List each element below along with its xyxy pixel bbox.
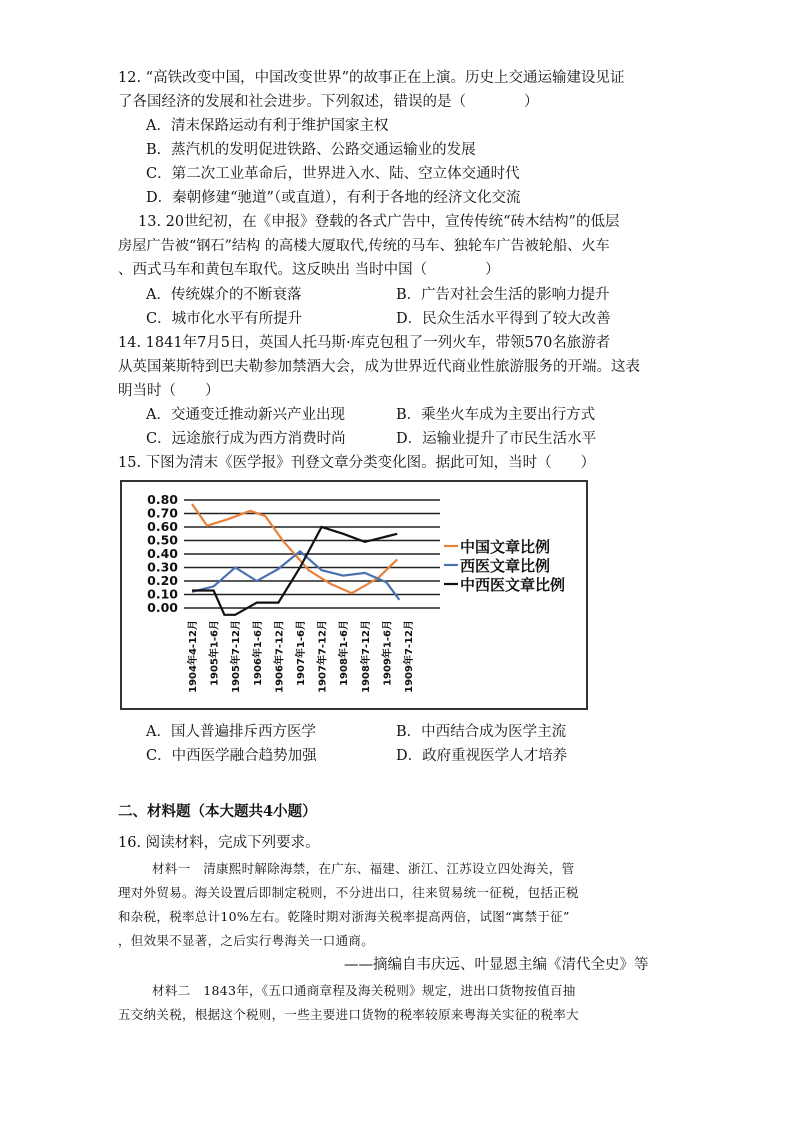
q13-stem-line1: 13. 20世纪初，在《申报》登载的各式广告中，宣传传统“砖木结构”的低层 (138, 214, 620, 230)
q12-option-c[interactable]: C．第二次工业革命后，世界进入水、陆、空立体交通时代 (146, 166, 520, 182)
q15-option-c[interactable]: C．中西医学融合趋势加强 (146, 748, 317, 764)
chart-canvas (122, 482, 586, 708)
x-tick-label: 1908年7-12月 (360, 620, 372, 693)
material2-line2: 五交纳关税，根据这个税则，一些主要进口货物的税率较原来粤海关实征的税率大 (118, 1007, 579, 1022)
y-tick-label: 0.10 (147, 586, 178, 602)
q13-option-c[interactable]: C．城市化水平有所提升 (146, 311, 303, 327)
q12-option-b[interactable]: B．蒸汽机的发明促进铁路、公路交通运输业的发展 (146, 142, 476, 158)
q14-stem-line2: 从英国莱斯特到巴夫勒参加禁酒大会，成为世界近代商业性旅游服务的开端。这表 (118, 359, 640, 375)
q15-option-d[interactable]: D．政府重视医学人才培养 (396, 748, 568, 764)
q13-option-b[interactable]: B．广告对社会生活的影响力提升 (396, 287, 610, 303)
material1-line3: 和杂税，税率总计10%左右。乾隆时期对浙海关税率提高两倍，试图“寓禁于征” (118, 909, 570, 924)
q12-stem-line2: 了各国经济的发展和社会进步。下列叙述，错误的是（ ） (118, 94, 539, 110)
y-tick-label: 0.00 (147, 600, 178, 615)
q13-stem-line2: 房屋广告被“钢石”结构 的高楼大厦取代,传统的马车、独轮车广告被轮船、火车 (118, 238, 610, 254)
q12-option-a[interactable]: A．清末保路运动有利于维护国家主权 (146, 118, 389, 134)
material1-line1: 材料一 清康熙时解除海禁，在广东、福建、浙江、江苏设立四处海关，管 (152, 861, 575, 876)
q15-option-b[interactable]: B．中西结合成为医学主流 (396, 724, 567, 740)
x-tick-label: 1909年1-6月 (382, 620, 394, 686)
y-tick-label: 0.30 (147, 559, 178, 575)
x-tick-label: 1907年7-12月 (317, 620, 329, 693)
q13-stem-line3: 、西式马车和黄包车取代。这反映出 当时中国（ ） (118, 262, 500, 278)
q13-option-d[interactable]: D．民众生活水平得到了较大改善 (396, 311, 611, 327)
q14-option-d[interactable]: D．运输业提升了市民生活水平 (396, 431, 597, 447)
y-tick-label: 0.70 (147, 505, 178, 521)
legend-label: 中国文章比例 (460, 538, 551, 556)
x-tick-label: 1905年7-12月 (231, 620, 243, 693)
q14-option-b[interactable]: B．乘坐火车成为主要出行方式 (396, 407, 596, 423)
material1-line4: ，但效果不显著，之后实行粤海关一口通商。 (118, 933, 375, 948)
y-tick-label: 0.60 (147, 519, 178, 534)
y-tick-label: 0.80 (147, 492, 178, 507)
x-tick-label: 1906年7-12月 (274, 620, 286, 693)
q12-option-d[interactable]: D．秦朝修建“驰道”（或直道），有利于各地的经济文化交流 (146, 190, 521, 206)
q14-option-a[interactable]: A．交通变迁推动新兴产业出现 (146, 407, 345, 423)
y-tick-label: 0.20 (147, 573, 178, 588)
material1-source: ——摘编自韦庆远、叶显恩主编《清代全史》等 (344, 957, 649, 973)
q14-option-c[interactable]: C．远途旅行成为西方消费时尚 (146, 431, 346, 447)
x-tick-label: 1909年7-12月 (404, 620, 415, 693)
medical-journal-chart (120, 480, 588, 710)
legend-label: 西医文章比例 (460, 557, 551, 575)
material1-line2: 理对外贸易。海关设置后即制定税则，不分进出口，往来贸易统一征税，包括正税 (118, 885, 579, 900)
legend-label: 中西医文章比例 (460, 576, 566, 594)
q15-option-a[interactable]: A．国人普遍排斥西方医学 (146, 724, 316, 740)
x-tick-label: 1905年1-6月 (209, 620, 221, 686)
q16-stem: 16. 阅读材料，完成下列要求。 (118, 835, 320, 851)
material2-line1: 材料二 1843年，《五口通商章程及海关税则》规定，进出口货物按值百抽 (152, 983, 576, 998)
q13-option-a[interactable]: A．传统媒介的不断衰落 (146, 287, 302, 303)
q14-stem-line3: 明当时（ ） (118, 383, 220, 399)
x-tick-label: 1904年4-12月 (188, 620, 199, 693)
q12-stem-line1: 12. “高铁改变中国，中国改变世界”的故事正在上演。历史上交通运输建设见证 (118, 70, 625, 86)
x-tick-label: 1906年1-6月 (252, 620, 264, 686)
q15-stem: 15. 下图为清末《医学报》刊登文章分类变化图。据此可知，当时（ ） (118, 455, 596, 471)
y-tick-label: 0.50 (147, 532, 178, 548)
q14-stem-line1: 14. 1841年7月5日，英国人托马斯·库克包租了一列火车，带领570名旅游者 (118, 335, 611, 351)
y-tick-label: 0.40 (147, 546, 178, 561)
x-tick-label: 1908年1-6月 (339, 620, 351, 686)
x-tick-label: 1907年1-6月 (296, 620, 307, 686)
section-title: 二、材料题（本大题共4小题） (118, 803, 317, 820)
